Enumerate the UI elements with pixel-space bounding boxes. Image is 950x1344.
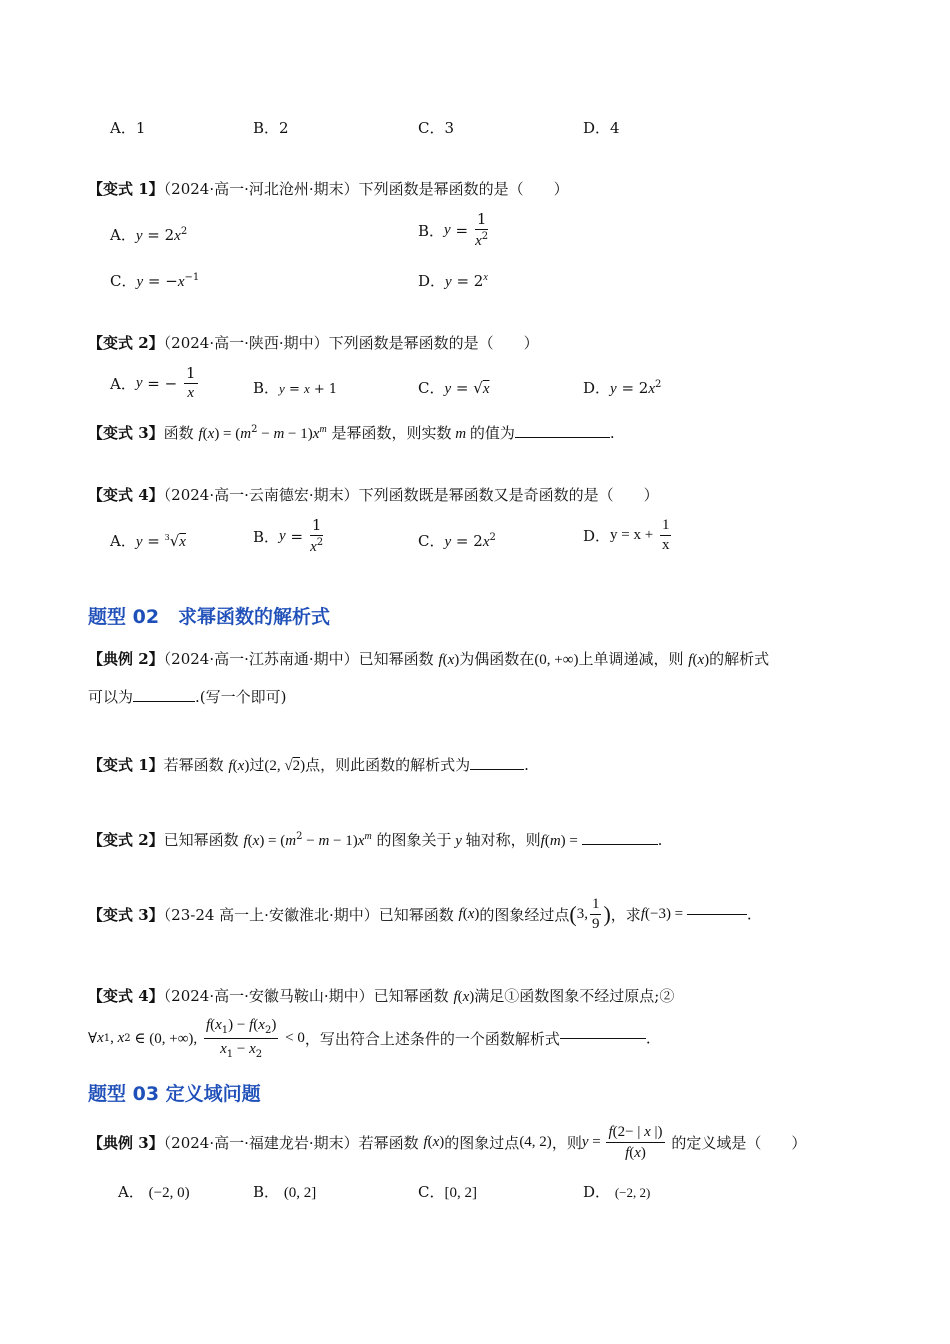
s1-option-d: D．$y = 2^x$ — [418, 272, 488, 290]
s2-option-a: A．y = − $\frac{1}{x}$ — [110, 364, 196, 401]
option-c: C．3 — [418, 119, 455, 137]
s1-option-a: A．$y = 2x^2$ — [110, 226, 188, 244]
option-a: A．1 — [110, 119, 146, 137]
example2-line1: 【典例 2】（2024·高一·江苏南通·期中）已知幂函数 f(x)为偶函数在(0, +∞)上单调递减，则 f(x)的解析式 — [88, 650, 770, 668]
section-heading-02: 题型 02 求幂函数的解析式 — [88, 606, 331, 628]
v3: 【变式 3】（23-24 高一上·安徽淮北·期中）已知幂函数 f(x)的图象经过点(3, $\frac{1}{9}$ )，求f(−3) = . — [88, 896, 752, 932]
variant-tag: 【变式 1】 — [88, 180, 164, 198]
s1-option-b: B．y = $\frac{1}{x^2}$ — [418, 210, 489, 249]
answer-blank[interactable] — [133, 701, 195, 702]
variant4-heading: 【变式 4】（2024·高一·云南德宏·期末）下列函数既是幂函数又是奇函数的是（ ） — [88, 486, 659, 504]
section-heading-03: 题型 03 定义域问题 — [88, 1083, 261, 1105]
s1-option-c: C．$y = -x^{-1}$ — [110, 272, 200, 290]
answer-blank[interactable] — [515, 437, 610, 438]
s2-option-b: B．y = x + 1 — [253, 379, 338, 397]
v1: 【变式 1】若幂函数 f(x)过(2, √2)点，则此函数的解析式为 . — [88, 756, 529, 774]
s2-option-c: C．y = √x — [418, 379, 490, 397]
v4-line2: ∀x1, x2 ∈ (0, +∞), $\frac{f(x_1) - f(x_2)}{x_1 - x_2}$ < 0，写出符合上述条件的一个函数解析式 . — [88, 1017, 651, 1060]
example3: 【典例 3】（2024·高一·福建龙岩·期末）若幂函数 f(x)的图象过点(4, 2)，则y = $\frac{f(2- | x |)}{f(x)}$ 的定义域是（ ） — [88, 1124, 807, 1161]
v2: 【变式 2】已知幂函数 $f(x) = (m^2 - m - 1)x^m$ 的图象关于 y 轴对称，则f(m) = . — [88, 831, 663, 849]
e3-option-b: B． (0, 2] — [253, 1183, 317, 1201]
e3-option-d: D． (−2, 2) — [583, 1183, 651, 1201]
variant2-heading: 【变式 2】（2024·高一·陕西·期中）下列函数是幂函数的是（ ） — [88, 334, 539, 352]
v4-line1: 【变式 4】（2024·高一·安徽马鞍山·期中）已知幂函数 f(x)满足①函数图象不经过原点;② — [88, 987, 675, 1005]
s4-option-a: A．y = $^3$√x — [110, 532, 186, 550]
variant1-heading — [88, 178, 569, 199]
answer-blank[interactable] — [470, 769, 524, 770]
example2-line2: 可以为 .(写一个即可) — [88, 688, 287, 706]
option-d: D．4 — [583, 119, 620, 137]
variant3: 【变式 3】函数 $f(x) = (m^2 - m - 1)x^m$ 是幂函数，则实数 m 的值为 . — [88, 424, 615, 442]
s4-option-d: D．y = x + $\frac{1}{x}$ — [583, 517, 670, 553]
e3-option-a: A． (−2, 0) — [118, 1183, 190, 1201]
s2-option-d: D．$y = 2x^2$ — [583, 379, 662, 397]
answer-blank[interactable] — [560, 1038, 646, 1039]
answer-blank[interactable] — [582, 844, 658, 845]
answer-blank[interactable] — [687, 914, 747, 915]
option-b: B．2 — [253, 119, 289, 137]
source: （2024·高一·河北沧州·期末） — [163, 180, 359, 198]
e3-option-c: C．[0, 2] — [418, 1183, 477, 1201]
question-text: 下列函数是幂函数的是（ ） — [358, 180, 569, 198]
s4-option-b: B．y = $\frac{1}{x^2}$ — [253, 516, 324, 555]
s4-option-c: C．$y = 2x^2$ — [418, 532, 496, 550]
